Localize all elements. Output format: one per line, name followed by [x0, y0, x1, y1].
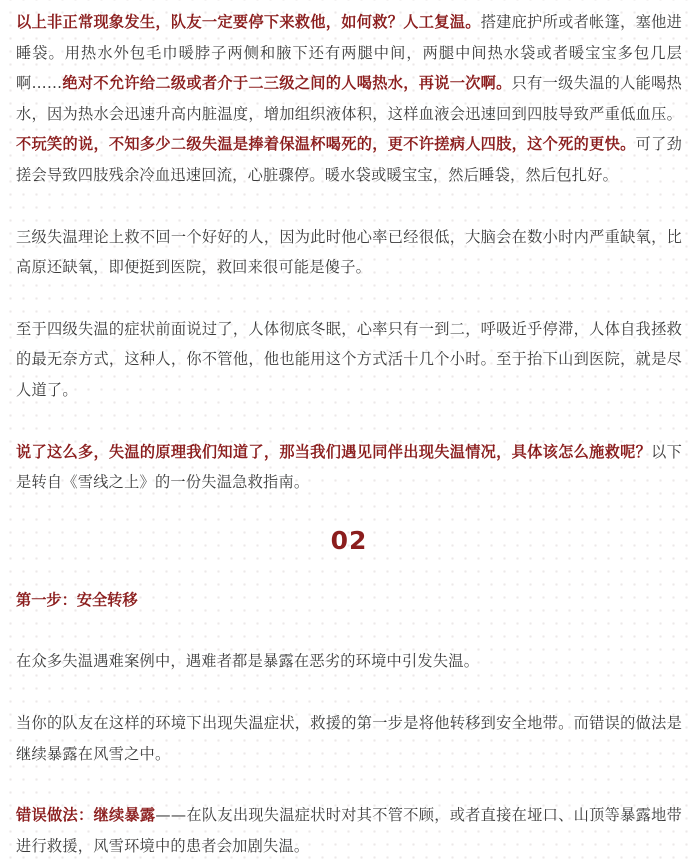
paragraph-level-four: 至于四级失温的症状前面说过了，人体彻底冬眠，心率只有一到二，呼吸近乎停滞，人体自我拯救的最无奈方式，这种人，你不管他，他也能用这个方式活十几个小时。至于抬下山到医院，就是尽人道了。: [16, 319, 682, 399]
warning-text: 绝对不允许给二级或者介于二三级之间的人喝热水，再说一次啊。: [62, 74, 512, 93]
step-heading: 第一步：安全转移: [16, 590, 138, 609]
warning-text: 不玩笑的说，不知多少二级失温是捧着保温杯喝死的，更不许搓病人四肢，这个死的更快。: [16, 135, 636, 154]
body-text: 只有一级失温的人能喝热水，因为热水会迅速升高内脏温度，增加组织液体积，这样血液会迅速回到四肢导致严重低血压。: [16, 74, 683, 123]
paragraph-first-step: 当你的队友在这样的环境下出现失温症状，救援的第一步是将他转移到安全地带。而错误的做法是继续暴露在风雪之中。: [16, 713, 682, 763]
section-number: 02: [330, 525, 368, 555]
body-text: ——在队友出现失温症状时对其不管不顾，或者直接在垭口、山顶等暴露地带进行救援，风雪环境中的患者会加剧失温。: [16, 806, 683, 855]
emphasis-text: 以上非正常现象发生，队友一定要停下来救他，如何救？人工复温。: [16, 13, 481, 31]
paragraph-intro-guide: [16, 437, 682, 498]
emphasis-question: 说了这么多，失温的原理我们知道了，那当我们遇见同伴出现失温情况，具体该怎么施救呢？: [16, 442, 652, 461]
paragraph-rewarming: [16, 7, 682, 191]
paragraph-level-three: 三级失温理论上救不回一个好好的人，因为此时他心率已经很低，大脑会在数小时内严重缺氧，比高原还缺氧，即便挺到医院，救回来很可能是傻子。: [16, 227, 682, 277]
wrong-practice-label: 错误做法：继续暴露: [16, 806, 156, 825]
body-text: 可了劲搓会导致四肢残余冷血迅速回流，心脏骤停。暖水袋或暖宝宝，然后睡袋，然后包扎好。: [16, 135, 683, 184]
body-text: 以下是转自《雪线之上》的一份失温急救指南。: [16, 442, 683, 492]
body-text: 搭建庇护所或者帐篷，塞他进睡袋。用热水外包毛巾暖脖子两侧和腋下还有两腿中间，两腿中间热水袋或者暖宝宝多包几层啊……: [16, 13, 683, 93]
paragraph-cases: 在众多失温遇难案例中，遇难者都是暴露在恶劣的环境中引发失温。: [16, 652, 480, 671]
